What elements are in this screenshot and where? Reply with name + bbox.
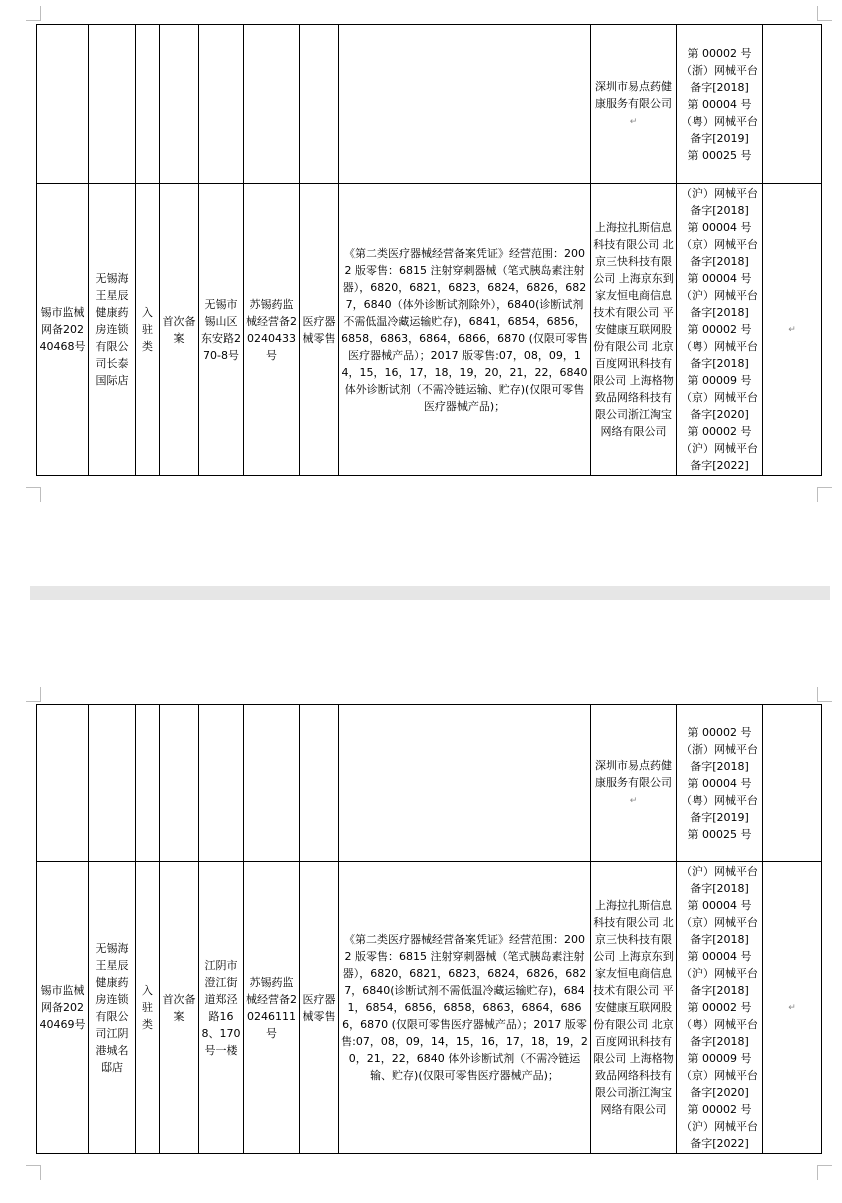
table-row xyxy=(37,184,822,476)
type-cell: 入驻类 xyxy=(136,862,160,1154)
platform-filing-cell: 第 00002 号 （浙）网械平台备字[2018] 第 00004 号 （粤）网械平台备字[2019] 第 00025 号 xyxy=(677,25,763,184)
license-cell xyxy=(244,705,300,862)
platform-filing-cell: （沪）网械平台备字[2018] 第 00004 号 （京）网械平台备字[2018] 第 00004 号 （沪）网械平台备字[2018] 第 00002 号 （粤）网械平台备字[2018] 第 00009 号 （京）网械平台备字[2020] 第 00002 号 （沪）网械平台备字[2022] xyxy=(677,184,763,476)
crop-mark xyxy=(817,487,832,502)
platform-cell: 上海拉扎斯信息科技有限公司 北京三快科技有限公司 上海京东到家友恒电商信息技术有限公司 平安健康互联网股份有限公司 北京百度网讯科技有限公司 上海格物致品网络科技有限公司浙江淘宝网络有限公司 xyxy=(591,862,677,1154)
license-cell: 苏锡药监械经营备20246111号 xyxy=(244,862,300,1154)
scope-cell xyxy=(339,705,591,862)
remark-cell xyxy=(763,25,822,184)
platform-cell: 上海拉扎斯信息科技有限公司 北京三快科技有限公司 上海京东到家友恒电商信息技术有限公司 平安健康互联网股份有限公司 北京百度网讯科技有限公司 上海格物致品网络科技有限公司浙江淘宝网络有限公司 xyxy=(591,184,677,476)
address-cell: 江阴市澄江街道郑泾路168、170号一楼 xyxy=(199,862,244,1154)
category-cell xyxy=(160,25,199,184)
crop-mark xyxy=(26,687,41,702)
filing-no-cell xyxy=(37,25,89,184)
type-cell xyxy=(136,705,160,862)
crop-mark xyxy=(26,6,41,21)
address-cell: 无锡市锡山区东安路270-8号 xyxy=(199,184,244,476)
category-cell: 首次备案 xyxy=(160,184,199,476)
business-cell xyxy=(300,25,339,184)
address-cell xyxy=(199,25,244,184)
business-cell: 医疗器械零售 xyxy=(300,184,339,476)
company-cell: 无锡海王星辰健康药房连锁有限公司江阴港城名邸店 xyxy=(89,862,136,1154)
crop-mark xyxy=(817,6,832,21)
remark-cell xyxy=(763,705,822,862)
category-cell xyxy=(160,705,199,862)
crop-mark xyxy=(817,1165,832,1180)
category-cell: 首次备案 xyxy=(160,862,199,1154)
type-cell xyxy=(136,25,160,184)
type-cell: 入驻类 xyxy=(136,184,160,476)
filing-no-cell: 锡市监械网备20240469号 xyxy=(37,862,89,1154)
address-cell xyxy=(199,705,244,862)
license-cell xyxy=(244,25,300,184)
platform-cell: 深圳市易点药健康服务有限公司 ↵ xyxy=(591,25,677,184)
crop-mark xyxy=(26,487,41,502)
page-separator xyxy=(30,586,830,600)
company-cell xyxy=(89,705,136,862)
filing-no-cell xyxy=(37,705,89,862)
platform-filing-cell: 第 00002 号 （浙）网械平台备字[2018] 第 00004 号 （粤）网械平台备字[2019] 第 00025 号 xyxy=(677,705,763,862)
business-cell xyxy=(300,705,339,862)
table-row xyxy=(37,862,822,1154)
company-cell: 无锡海王星辰健康药房连锁有限公司长泰国际店 xyxy=(89,184,136,476)
table-row xyxy=(37,705,822,862)
filing-table xyxy=(36,704,822,1154)
platform-cell: 深圳市易点药健康服务有限公司 ↵ xyxy=(591,705,677,862)
scope-cell xyxy=(339,25,591,184)
crop-mark xyxy=(817,687,832,702)
filing-no-cell: 锡市监械网备20240468号 xyxy=(37,184,89,476)
remark-cell: ↵ xyxy=(763,862,822,1154)
crop-mark xyxy=(26,1165,41,1180)
scope-cell: 《第二类医疗器械经营备案凭证》经营范围：2002 版零售：6815 注射穿刺器械（笔式胰岛素注射器），6820，6821，6823，6824，6826，6827，6840(诊断试剂不需低温冷藏运输贮存)，6841，6854，6856，6858，6863，6864，6866，6870 (仅限可零售医疗器械产品）；2017 版零售:07，08，09，14，15，16，17，18，19，20，21，22，6840 体外诊断试剂（不需冷链运输、贮存)(仅限可零售医疗器械产品)； xyxy=(339,862,591,1154)
license-cell: 苏锡药监械经营备20240433号 xyxy=(244,184,300,476)
scope-cell: 《第二类医疗器械经营备案凭证》经营范围：2002 版零售：6815 注射穿刺器械（笔式胰岛素注射器），6820，6821，6823，6824，6826，6827，6840（体外诊断试剂除外），6840(诊断试剂不需低温冷藏运输贮存)，6841，6854，6856，6858，6863，6864，6866，6870 (仅限可零售医疗器械产品）；2017 版零售:07，08，09，14，15，16，17，18，19，20，21，22，6840 体外诊断试剂（不需冷链运输、贮存)(仅限可零售医疗器械产品)； xyxy=(339,184,591,476)
table-row xyxy=(37,25,822,184)
filing-table xyxy=(36,24,822,476)
company-cell xyxy=(89,25,136,184)
remark-cell: ↵ xyxy=(763,184,822,476)
platform-filing-cell: （沪）网械平台备字[2018] 第 00004 号 （京）网械平台备字[2018] 第 00004 号 （沪）网械平台备字[2018] 第 00002 号 （粤）网械平台备字[2018] 第 00009 号 （京）网械平台备字[2020] 第 00002 号 （沪）网械平台备字[2022] xyxy=(677,862,763,1154)
business-cell: 医疗器械零售 xyxy=(300,862,339,1154)
